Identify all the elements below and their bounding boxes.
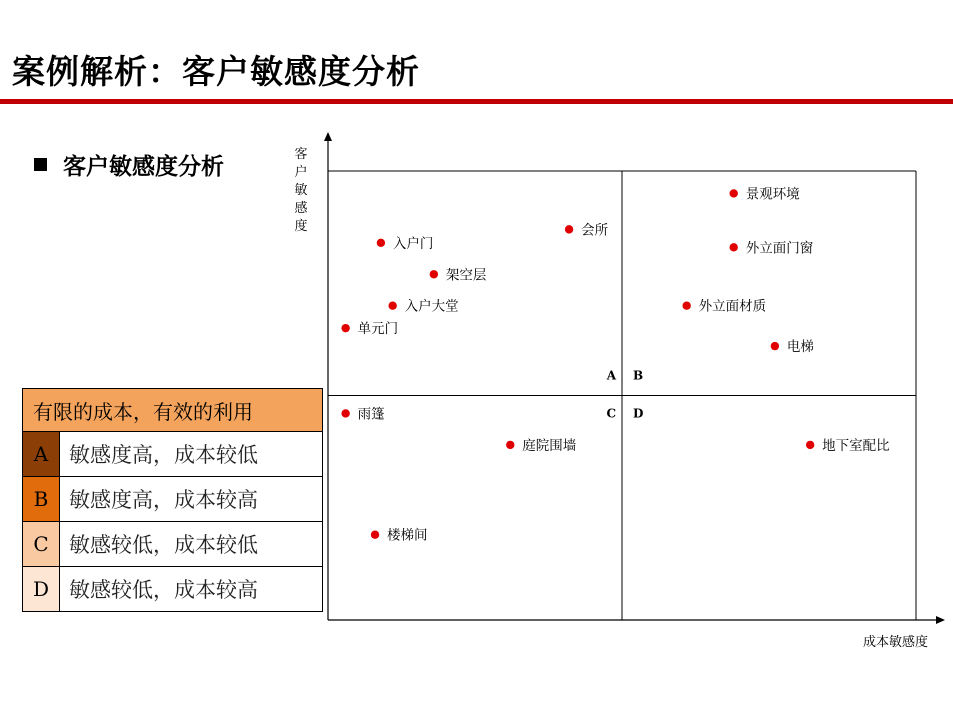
quadrant-label-d: D [633, 406, 644, 421]
data-point [771, 342, 779, 350]
data-point [565, 225, 573, 233]
data-point [730, 243, 738, 251]
legend-row-d [23, 567, 323, 612]
legend-row-a [23, 432, 323, 477]
quadrant-legend-table [22, 388, 323, 612]
data-point-label: 庭院围墙 [522, 437, 577, 454]
data-point-label: 入户大堂 [404, 298, 459, 315]
data-point [806, 441, 814, 449]
legend-desc-d: 敏感较低，成本较高 [60, 567, 323, 612]
data-point [430, 270, 438, 278]
data-point-label: 外立面门窗 [745, 240, 814, 257]
y-axis-label: 客户敏感度 [294, 147, 308, 234]
legend-key-b: B [23, 477, 60, 522]
legend-key-c: C [23, 522, 60, 567]
data-point-label: 楼梯间 [387, 527, 428, 544]
legend-desc-c: 敏感较低，成本较低 [60, 522, 323, 567]
data-point-label: 入户门 [392, 235, 434, 252]
quadrant-label-a: A [606, 368, 616, 383]
section-heading-text: 客户敏感度分析 [63, 154, 224, 180]
x-axis-label: 成本敏感度 [862, 635, 928, 650]
x-axis-arrow-icon [936, 616, 945, 624]
legend-header-row [23, 389, 323, 432]
data-point-label: 架空层 [445, 267, 487, 284]
data-point [371, 530, 379, 538]
legend-header: 有限的成本，有效的利用 [23, 389, 323, 432]
legend-row-b [23, 477, 323, 522]
data-point [682, 302, 690, 310]
legend-key-d: D [23, 567, 60, 612]
data-point-label: 外立面材质 [698, 298, 767, 315]
data-point-label: 雨篷 [357, 406, 385, 423]
legend-desc-b: 敏感度高，成本较高 [60, 477, 323, 522]
data-point [506, 441, 514, 449]
data-point [341, 324, 349, 332]
data-point [388, 302, 396, 310]
legend-desc-a: 敏感度高，成本较低 [60, 432, 323, 477]
data-point-label: 单元门 [357, 321, 399, 338]
legend-key-a: A [23, 432, 60, 477]
data-point [730, 189, 738, 197]
quadrant-label-b: B [633, 368, 644, 383]
legend-row-c [23, 522, 323, 567]
data-point-label: 电梯 [786, 339, 814, 356]
quadrant-label-c: C [606, 406, 616, 421]
data-point-label: 会所 [581, 222, 609, 239]
data-point [377, 239, 385, 247]
data-point-label: 地下室配比 [822, 437, 890, 454]
data-point-label: 景观环境 [745, 186, 800, 203]
y-axis-arrow-icon [324, 132, 332, 141]
data-point [341, 409, 349, 417]
page-title: 案例解析：客户敏感度分析 [12, 52, 420, 91]
